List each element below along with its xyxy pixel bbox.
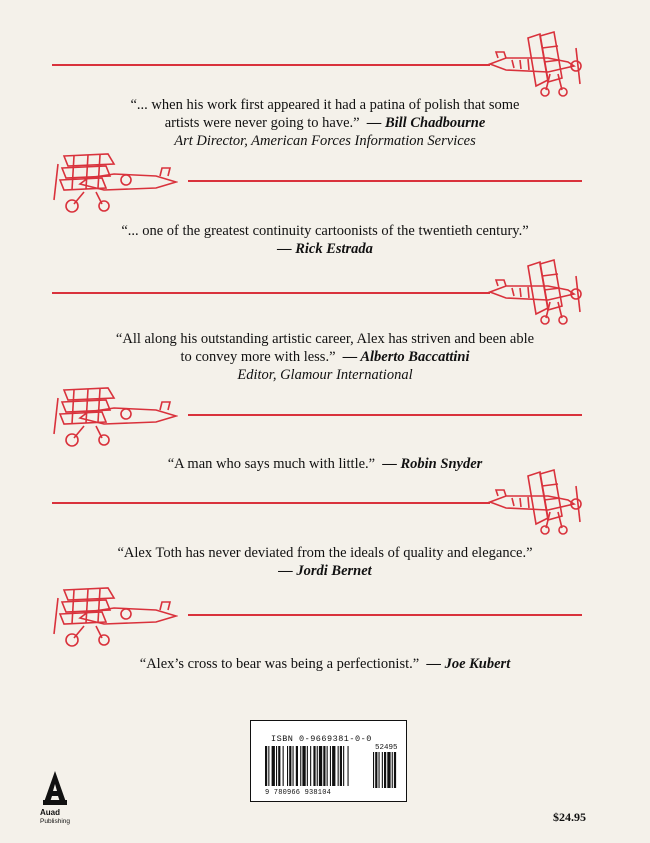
quote-1-author: — Bill Chadbourne: [366, 115, 486, 131]
divider-rule: [52, 64, 490, 66]
quote-5-text: “Alex Toth has never deviated from the ideals of quality and elegance.”: [117, 545, 533, 561]
quote-4-text: “A man who says much with little.”: [167, 456, 376, 472]
price-label: $24.95: [553, 810, 586, 824]
quote-5: [0, 544, 650, 580]
quote-1-line-2: [0, 114, 650, 132]
quote-2: [0, 222, 650, 258]
quote-1-line-1: “... when his work first appeared it had a patina of polish that some: [130, 97, 520, 113]
quote-1: [0, 96, 650, 150]
quote-5-author: — Jordi Bernet: [278, 563, 372, 579]
quote-6: [0, 655, 650, 673]
quote-4-author: — Robin Snyder: [382, 456, 483, 472]
triplane-icon: [44, 384, 178, 450]
biplane-icon: [488, 256, 598, 328]
quote-2-author: — Rick Estrada: [277, 241, 373, 257]
divider-rule: [188, 180, 582, 182]
quote-6-author: — Joe Kubert: [426, 656, 511, 672]
triplane-icon: [44, 584, 178, 650]
triplane-icon: [44, 150, 178, 216]
barcode-addon: 52495: [375, 744, 398, 752]
quote-6-line: [0, 655, 650, 673]
quote-3-line-1: “All along his outstanding artistic career, Alex has striven and been able: [115, 331, 535, 347]
quote-1-text-end: artists were never going to have.”: [164, 115, 360, 131]
divider-rule: [188, 414, 582, 416]
quote-1-affiliation: Art Director, American Forces Information Services: [174, 133, 476, 149]
quote-6-text: “Alex’s cross to bear was being a perfectionist.”: [139, 656, 420, 672]
barcode-bars: [265, 746, 399, 790]
quote-3-text-end: to convey more with less.”: [180, 349, 336, 365]
publisher-logo-icon: [42, 770, 68, 806]
quote-3-author: — Alberto Baccattini: [342, 349, 470, 365]
biplane-icon: [488, 466, 598, 538]
quote-3-affiliation: Editor, Glamour International: [237, 367, 413, 383]
divider-rule: [52, 292, 490, 294]
isbn-number: ISBN 0-9669381-0-0: [271, 734, 372, 744]
quote-2-text: “... one of the greatest continuity cartoonists of the twentieth century.”: [121, 223, 529, 239]
divider-rule: [188, 614, 582, 616]
barcode-box: [250, 720, 407, 802]
divider-rule: [52, 502, 490, 504]
quote-3-line-2: [0, 348, 650, 366]
biplane-icon: [488, 28, 598, 100]
quote-3: [0, 330, 650, 384]
publisher-sub: Publishing: [40, 818, 70, 825]
ean-number: 9 780966 938104: [265, 789, 332, 797]
publisher-name: Auad: [40, 808, 60, 817]
